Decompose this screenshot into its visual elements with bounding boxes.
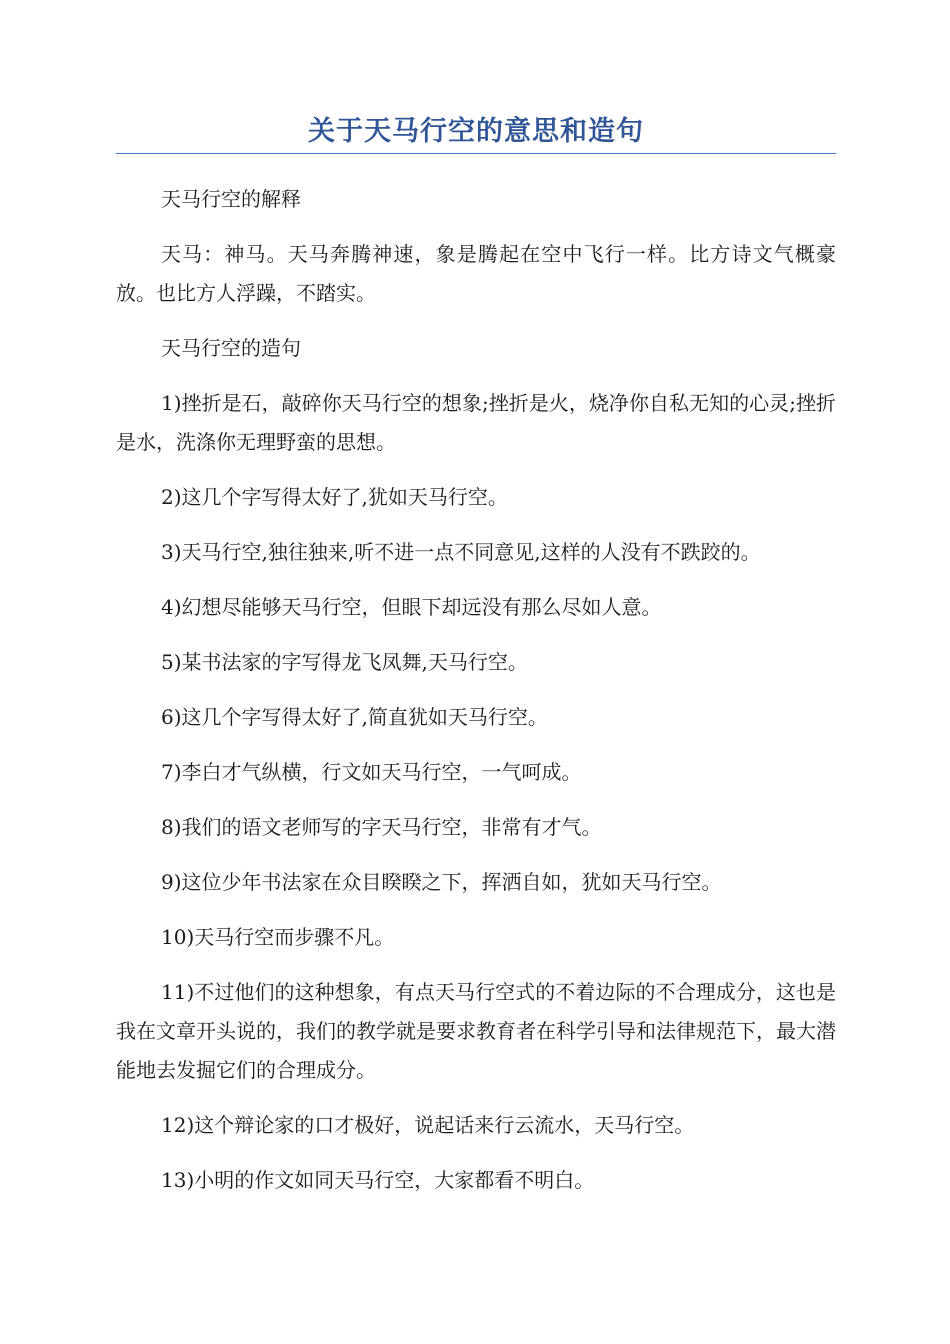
example-sentence-1: 1)挫折是石，敲碎你天马行空的想象;挫折是火，烧净你自私无知的心灵;挫折是水，洗涤你无理野蛮的思想。	[116, 391, 836, 454]
example-sentence-10: 10)天马行空而步骤不凡。	[161, 925, 395, 949]
document-title: 关于天马行空的意思和造句	[308, 116, 644, 147]
example-sentence-2: 2)这几个字写得太好了,犹如天马行空。	[161, 485, 508, 509]
example-sentence-9: 9)这位少年书法家在众目睽睽之下，挥洒自如，犹如天马行空。	[161, 870, 722, 894]
example-sentence-8: 8)我们的语文老师写的字天马行空，非常有才气。	[161, 815, 602, 839]
document-page	[116, 112, 836, 1216]
example-sentence-3: 3)天马行空,独往独来,听不进一点不同意见,这样的人没有不跌跤的。	[161, 540, 761, 564]
title-underline	[116, 153, 836, 154]
definition-paragraph: 天马：神马。天马奔腾神速，象是腾起在空中飞行一样。比方诗文气概豪放。也比方人浮躁，不踏实。	[116, 242, 836, 305]
example-sentence-6: 6)这几个字写得太好了,简直犹如天马行空。	[161, 705, 548, 729]
example-sentence-11: 11)不过他们的这种想象，有点天马行空式的不着边际的不合理成分，这也是我在文章开头说的，我们的教学就是要求教育者在科学引导和法律规范下，最大潜能地去发掘它们的合理成分。	[116, 980, 836, 1082]
example-sentence-4: 4)幻想尽能够天马行空，但眼下却远没有那么尽如人意。	[161, 595, 662, 619]
example-sentence-13: 13)小明的作文如同天马行空，大家都看不明白。	[161, 1168, 595, 1192]
example-sentence-5: 5)某书法家的字写得龙飞凤舞,天马行空。	[161, 650, 528, 674]
example-sentence-7: 7)李白才气纵横，行文如天马行空，一气呵成。	[161, 760, 582, 784]
document-body	[116, 180, 836, 1200]
section-heading-explanation: 天马行空的解释	[161, 187, 301, 211]
example-sentence-12: 12)这个辩论家的口才极好，说起话来行云流水，天马行空。	[161, 1113, 695, 1137]
section-heading-examples: 天马行空的造句	[161, 336, 301, 360]
